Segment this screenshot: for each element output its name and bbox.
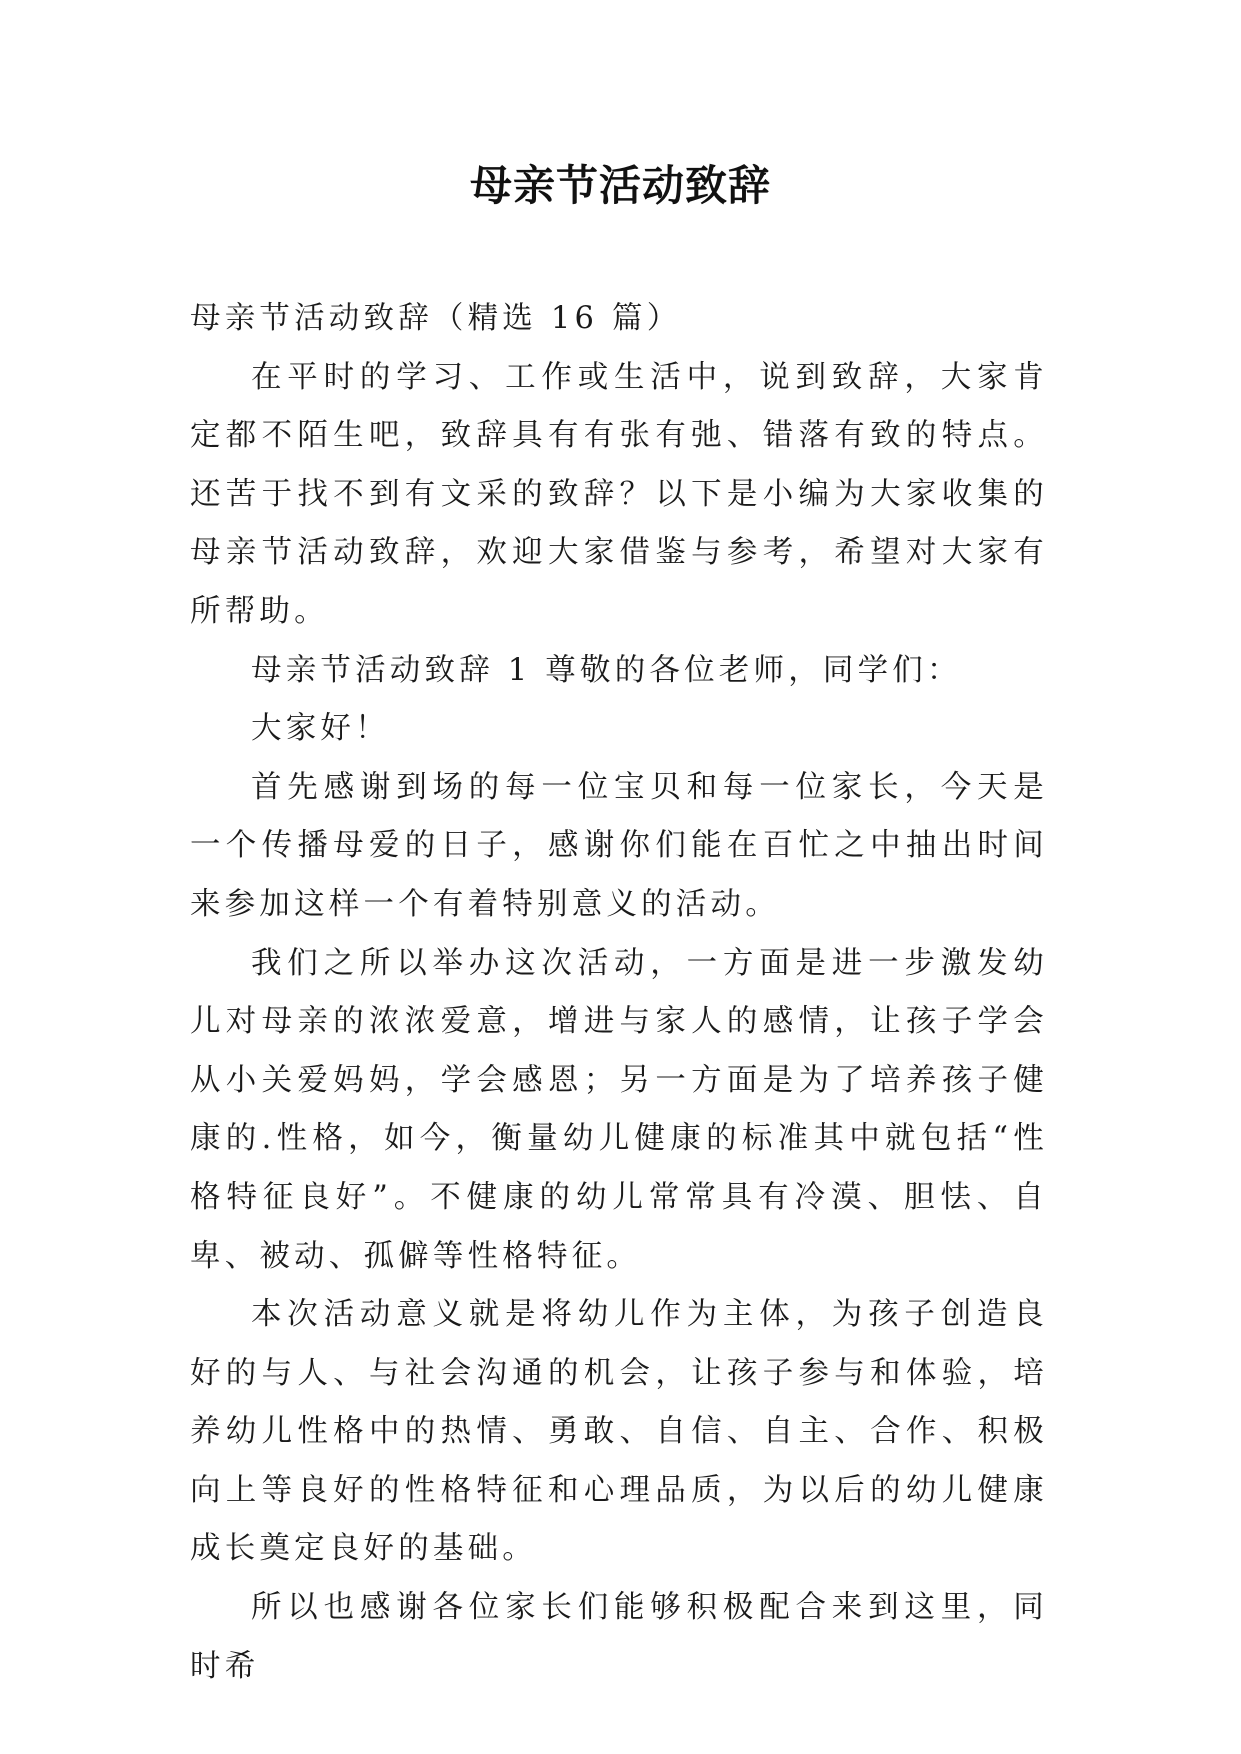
intro-paragraph: 在平时的学习、工作或生活中，说到致辞，大家肯定都不陌生吧，致辞具有有张有弛、错落有致的特点。还苦于找不到有文采的致辞？以下是小编为大家收集的母亲节活动致辞，欢迎大家借鉴与参考，希望对大家有所帮助。 [190,359,1048,629]
document-body [190,290,1048,1696]
body-paragraph: 本次活动意义就是将幼儿作为主体，为孩子创造良好的与人、与社会沟通的机会，让孩子参与和体验，培养幼儿性格中的热情、勇敢、自信、自主、合作、积极向上等良好的性格特征和心理品质，为以后的幼儿健康成长奠定良好的基础。 [190,1297,1048,1567]
greeting-paragraph: 大家好！ [251,711,390,747]
speech-heading-paragraph: 母亲节活动致辞 1 尊敬的各位老师，同学们： [251,652,962,688]
document-title: 母亲节活动致辞 [469,161,771,210]
body-paragraph: 首先感谢到场的每一位宝贝和每一位家长，今天是一个传播母爱的日子，感谢你们能在百忙之中抽出时间来参加这样一个有着特别意义的活动。 [190,769,1048,922]
body-paragraph: 我们之所以举办这次活动，一方面是进一步激发幼儿对母亲的浓浓爱意，增进与家人的感情，让孩子学会从小关爱妈妈，学会感恩；另一方面是为了培养孩子健康的.性格，如今，衡量幼儿健康的标准其中就包括“性格特征良好”。不健康的幼儿常常具有冷漠、胆怯、自卑、被动、孤僻等性格特征。 [190,945,1048,1274]
body-paragraph: 所以也感谢各位家长们能够积极配合来到这里，同时希 [190,1590,1048,1684]
subtitle-paragraph: 母亲节活动致辞（精选 16 篇） [190,301,682,336]
